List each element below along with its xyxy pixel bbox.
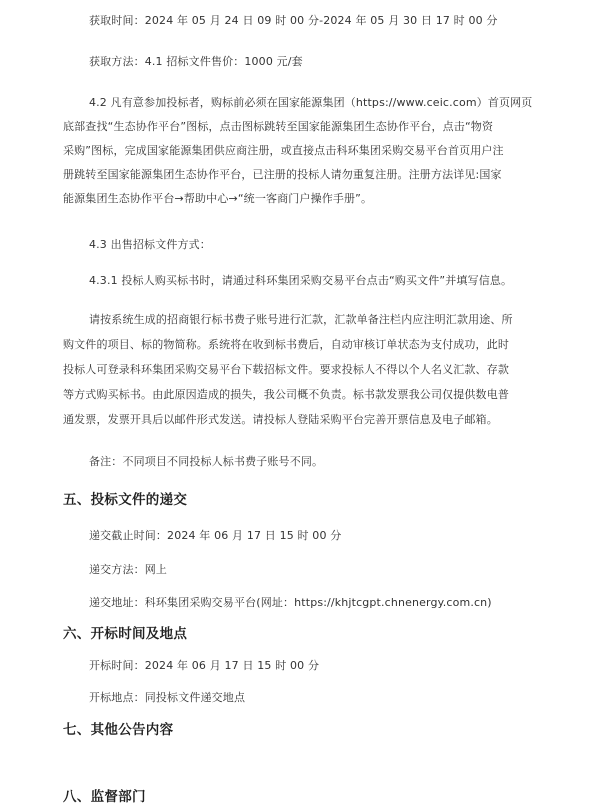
section-7-title: 七、其他公告内容 [63, 722, 174, 738]
section-4-2-line: 册跳转至国家能源集团生态协作平台，已注册的投标人请勿重复注册。注册方法详见:国家 [63, 168, 502, 181]
section-4-2-line: 4.2 凡有意参加投标者，购标前必须在国家能源集团（https://www.ceic.com）首页网页 [89, 96, 533, 109]
submission-deadline: 递交截止时间：2024 年 06 月 17 日 15 时 00 分 [89, 529, 342, 542]
section-5-title: 五、投标文件的递交 [63, 492, 188, 508]
submission-method: 递交方法：网上 [89, 563, 168, 576]
payment-line: 等方式购买标书。由此原因造成的损失，我公司概不负责。标书款发票我公司仅提供数电普 [63, 388, 509, 401]
payment-line: 购文件的项目、标的物简称。系统将在收到标书费后，自动审核订单状态为支付成功，此时 [63, 338, 509, 351]
section-4-3: 4.3 出售招标文件方式： [89, 238, 211, 251]
section-4-2-line: 采购”图标，完成国家能源集团供应商注册，或直接点击科环集团采购交易平台首页用户注 [63, 144, 504, 157]
remark: 备注：不同项目不同投标人标书费子账号不同。 [89, 455, 324, 468]
payment-line: 投标人可登录科环集团采购交易平台下载招标文件。要求投标人不得以个人名义汇款、存款 [63, 363, 509, 376]
section-4-2-paragraph [63, 96, 533, 205]
acquire-time: 获取时间：2024 年 05 月 24 日 09 时 00 分-2024 年 05 月 30 日 17 时 00 分 [89, 14, 498, 27]
submission-address: 递交地址：科环集团采购交易平台(网址：https://khjtcgpt.chnenergy.com.cn) [89, 596, 492, 609]
acquire-method: 获取方法：4.1 招标文件售价：1000 元/套 [89, 55, 303, 68]
section-4-2-line: 底部查找“生态协作平台”图标，点击图标跳转至国家能源集团生态协作平台，点击“物资 [63, 120, 494, 133]
opening-time: 开标时间：2024 年 06 月 17 日 15 时 00 分 [89, 659, 320, 672]
opening-place: 开标地点：同投标文件递交地点 [89, 691, 246, 704]
section-4-3-1: 4.3.1 投标人购买标书时，请通过科环集团采购交易平台点击“购买文件”并填写信息。 [89, 274, 513, 287]
section-8-title: 八、监督部门 [63, 789, 146, 805]
section-4-2-line: 能源集团生态协作平台→帮助中心→“统一客商门户操作手册”。 [63, 192, 373, 205]
payment-line: 请按系统生成的招商银行标书费子账号进行汇款，汇款单备注栏内应注明汇款用途、所 [89, 313, 513, 326]
payment-line: 通发票，发票开具后以邮件形式发送。请投标人登陆采购平台完善开票信息及电子邮箱。 [63, 413, 498, 426]
section-6-title: 六、开标时间及地点 [63, 626, 188, 642]
